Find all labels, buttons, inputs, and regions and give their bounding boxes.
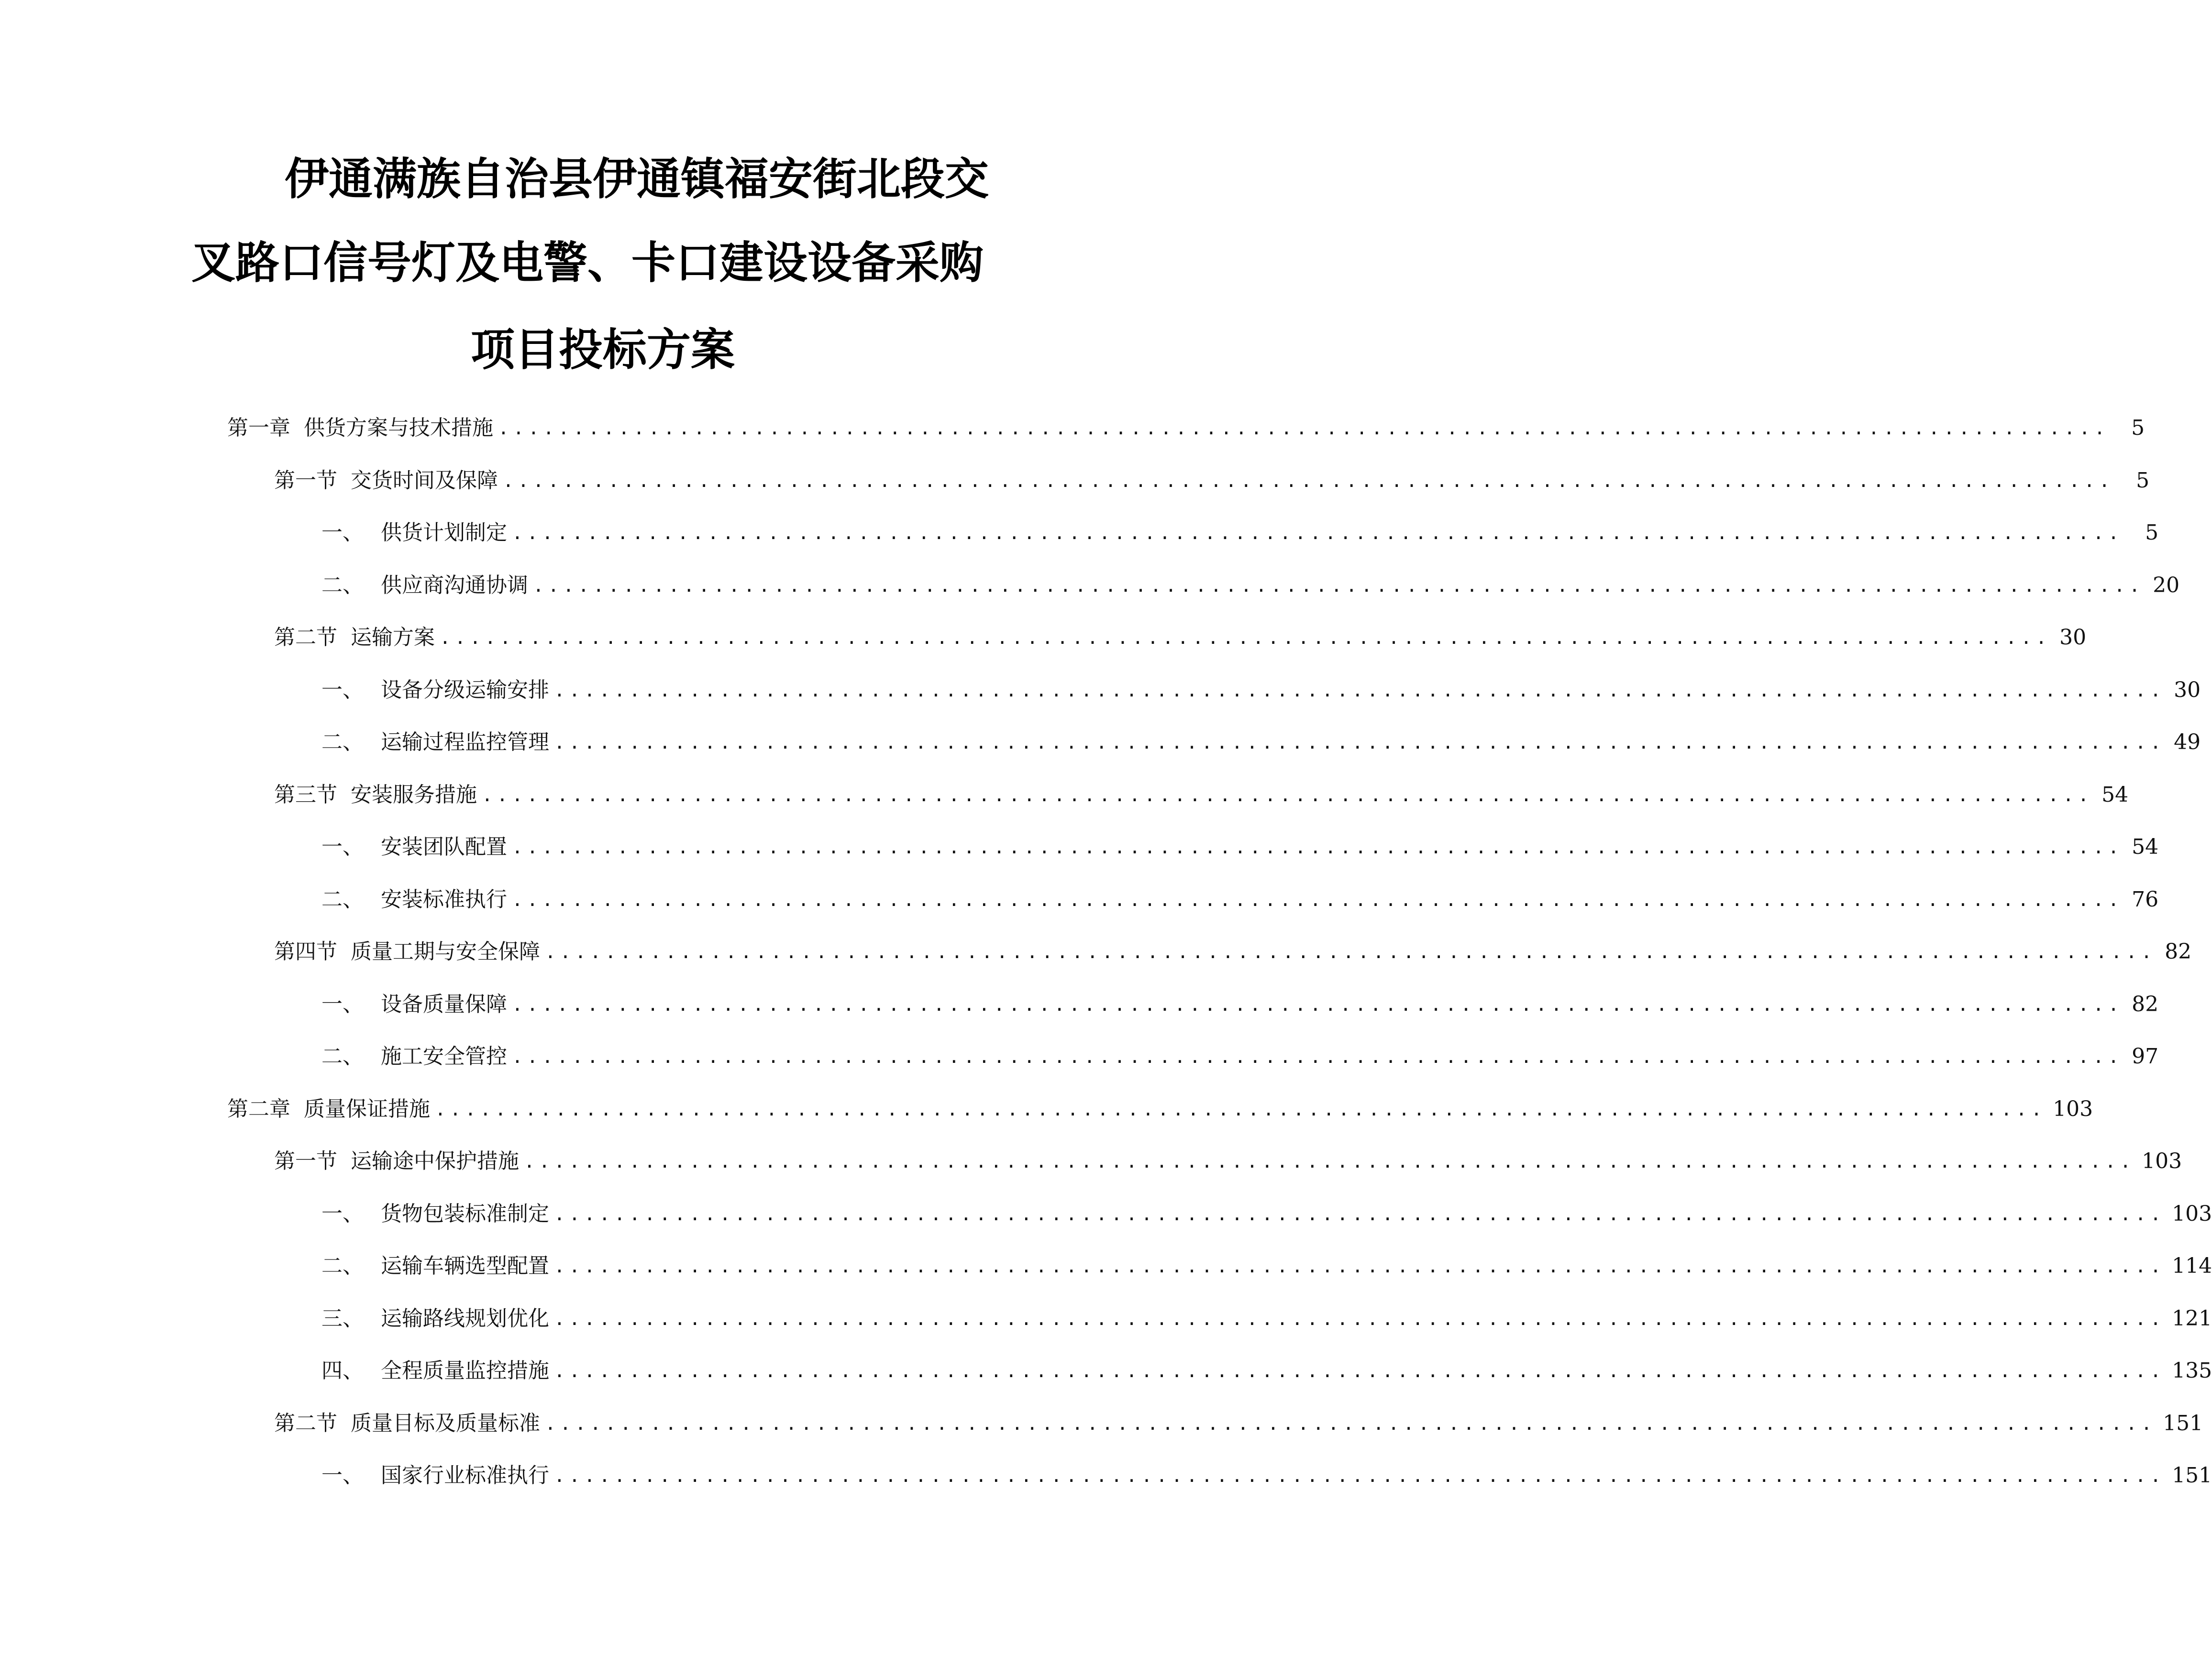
toc-entry-label: 设备质量保障 — [381, 992, 507, 1016]
toc-entry-label: 供货计划制定 — [381, 520, 507, 545]
toc-entry-number: 第二节 — [274, 625, 337, 650]
toc-entry[interactable] — [321, 566, 2180, 600]
toc-entry[interactable] — [274, 933, 2192, 966]
toc-entry-label: 全程质量监控措施 — [381, 1358, 549, 1383]
toc-entry[interactable] — [321, 1457, 2212, 1490]
toc-entry-leader: ........................................................................................................... — [512, 994, 2124, 1015]
toc-entry-leader: ........................................................................................................... — [554, 1256, 2166, 1277]
toc-entry[interactable] — [274, 1404, 2203, 1438]
toc-entry-page-number: 5 — [2131, 416, 2145, 440]
toc-entry-label: 供应商沟通协调 — [381, 573, 528, 597]
toc-entry-page-number: 151 — [2163, 1411, 2203, 1435]
toc-entry-number: 四、 — [321, 1358, 364, 1383]
toc-entry-number: 第一节 — [274, 468, 337, 493]
toc-entry-number: 一、 — [321, 835, 364, 859]
toc-entry-number: 一、 — [321, 520, 364, 545]
toc-entry-leader: ........................................................................................................... — [512, 889, 2124, 910]
toc-entry-page-number: 82 — [2132, 992, 2159, 1016]
toc-entry-label: 安装服务措施 — [351, 782, 477, 807]
toc-entry-leader: ........................................................................................................... — [435, 1098, 2046, 1120]
toc-entry[interactable] — [321, 881, 2159, 914]
toc-entry-number: 第一节 — [274, 1149, 337, 1173]
toc-entry-label: 运输车辆选型配置 — [381, 1254, 549, 1278]
toc-entry-leader: ........................................................................................................... — [512, 1046, 2124, 1067]
toc-entry-label: 质量工期与安全保障 — [351, 939, 540, 964]
toc-entry-page-number: 30 — [2174, 677, 2201, 702]
toc-entry[interactable] — [321, 1038, 2159, 1071]
toc-entry-number: 一、 — [321, 1463, 364, 1488]
toc-entry-number: 三、 — [321, 1306, 364, 1331]
toc-entry[interactable] — [321, 514, 2159, 547]
toc-entry-leader: ........................................................................................................... — [512, 837, 2124, 858]
toc-entry-leader: ........................................................................................................... — [554, 679, 2166, 701]
toc-entry-label: 运输过程监控管理 — [381, 730, 549, 754]
toc-entry[interactable] — [274, 1142, 2182, 1176]
toc-entry-number: 二、 — [321, 887, 364, 912]
toc-entry-page-number: 49 — [2174, 730, 2201, 754]
toc-entry[interactable] — [321, 985, 2159, 1019]
toc-entry-leader: ........................................................................................................... — [482, 784, 2093, 806]
toc-entry-page-number: 114 — [2172, 1254, 2212, 1278]
toc-entry[interactable] — [321, 828, 2159, 861]
toc-entry-page-number: 54 — [2132, 835, 2159, 859]
toc-entry-page-number: 5 — [2145, 520, 2159, 545]
toc-entry-label: 运输方案 — [351, 625, 435, 650]
toc-entry-number: 二、 — [321, 1254, 364, 1278]
toc-entry-number: 一、 — [321, 1201, 364, 1226]
toc-entry[interactable] — [227, 1090, 2093, 1124]
toc-entry-label: 施工安全管控 — [381, 1044, 507, 1069]
toc-entry[interactable] — [321, 1300, 2212, 1333]
toc-entry-page-number: 121 — [2172, 1306, 2212, 1331]
toc-entry-page-number: 103 — [2053, 1096, 2093, 1121]
toc-entry-leader: ........................................................................................................... — [554, 1203, 2166, 1225]
toc-entry[interactable] — [321, 1247, 2212, 1281]
toc-entry-page-number: 135 — [2172, 1358, 2212, 1383]
toc-entry-page-number: 5 — [2136, 468, 2150, 493]
toc-entry-number: 第二节 — [274, 1411, 337, 1435]
toc-entry-number: 第三节 — [274, 782, 337, 807]
toc-entry-label: 国家行业标准执行 — [381, 1463, 549, 1488]
toc-entry-leader: ........................................................................................................... — [512, 522, 2124, 543]
toc-entry-label: 质量目标及质量标准 — [351, 1411, 540, 1435]
toc-entry-page-number: 82 — [2165, 939, 2192, 964]
toc-entry[interactable] — [321, 671, 2201, 705]
toc-entry-number: 二、 — [321, 1044, 364, 1069]
toc-entry-leader: ........................................................................................................... — [545, 941, 2157, 962]
document-title-line-1: 伊通满族自治县伊通镇福安街北段交 — [285, 154, 989, 205]
toc-entry-page-number: 151 — [2172, 1463, 2212, 1488]
toc-entry[interactable] — [321, 1195, 2212, 1228]
toc-entry-leader: ........................................................................................................... — [503, 470, 2114, 491]
toc-entry-label: 质量保证措施 — [304, 1096, 430, 1121]
toc-entry-number: 第二章 — [227, 1096, 290, 1121]
toc-entry-number: 一、 — [321, 677, 364, 702]
toc-entry-label: 设备分级运输安排 — [381, 677, 549, 702]
toc-entry-page-number: 103 — [2172, 1201, 2212, 1226]
toc-entry-page-number: 54 — [2101, 782, 2129, 807]
toc-entry[interactable] — [274, 618, 2087, 652]
document-title-line-2: 叉路口信号灯及电警、卡口建设设备采购 — [191, 237, 984, 288]
toc-entry[interactable] — [321, 723, 2201, 757]
toc-entry-leader: ........................................................................................................... — [440, 627, 2051, 648]
toc-entry-page-number: 76 — [2132, 887, 2159, 912]
toc-entry-page-number: 20 — [2153, 573, 2180, 597]
toc-entry-page-number: 30 — [2059, 625, 2087, 650]
toc-entry-leader: ........................................................................................................... — [554, 732, 2166, 753]
toc-entry-leader: ........................................................................................................... — [498, 418, 2110, 439]
toc-entry-number: 二、 — [321, 730, 364, 754]
toc-entry[interactable] — [227, 409, 2145, 442]
toc-entry-label: 运输路线规划优化 — [381, 1306, 549, 1331]
toc-entry-leader: ........................................................................................................... — [533, 574, 2145, 596]
toc-entry-leader: ........................................................................................................... — [524, 1151, 2135, 1172]
toc-entry-label: 安装标准执行 — [381, 887, 507, 912]
document-title-line-3: 项目投标方案 — [470, 324, 735, 375]
toc-entry-number: 一、 — [321, 992, 364, 1016]
toc-entry[interactable] — [321, 1352, 2212, 1385]
toc-entry[interactable] — [274, 462, 2150, 495]
toc-entry-leader: ........................................................................................................... — [554, 1465, 2166, 1486]
toc-entry-leader: ........................................................................................................... — [554, 1308, 2166, 1329]
toc-entry-number: 二、 — [321, 573, 364, 597]
toc-entry-number: 第一章 — [227, 416, 290, 440]
toc-entry-label: 交货时间及保障 — [351, 468, 498, 493]
toc-entry-leader: ........................................................................................................... — [554, 1360, 2166, 1381]
toc-entry-number: 第四节 — [274, 939, 337, 964]
toc-entry-label: 供货方案与技术措施 — [304, 416, 493, 440]
toc-entry-label: 运输途中保护措施 — [351, 1149, 519, 1173]
toc-entry-label: 货物包装标准制定 — [381, 1201, 549, 1226]
toc-entry-label: 安装团队配置 — [381, 835, 507, 859]
toc-entry-page-number: 103 — [2142, 1149, 2182, 1173]
toc-entry[interactable] — [274, 776, 2129, 809]
toc-entry-leader: ........................................................................................................... — [545, 1413, 2157, 1434]
toc-entry-page-number: 97 — [2132, 1044, 2159, 1069]
